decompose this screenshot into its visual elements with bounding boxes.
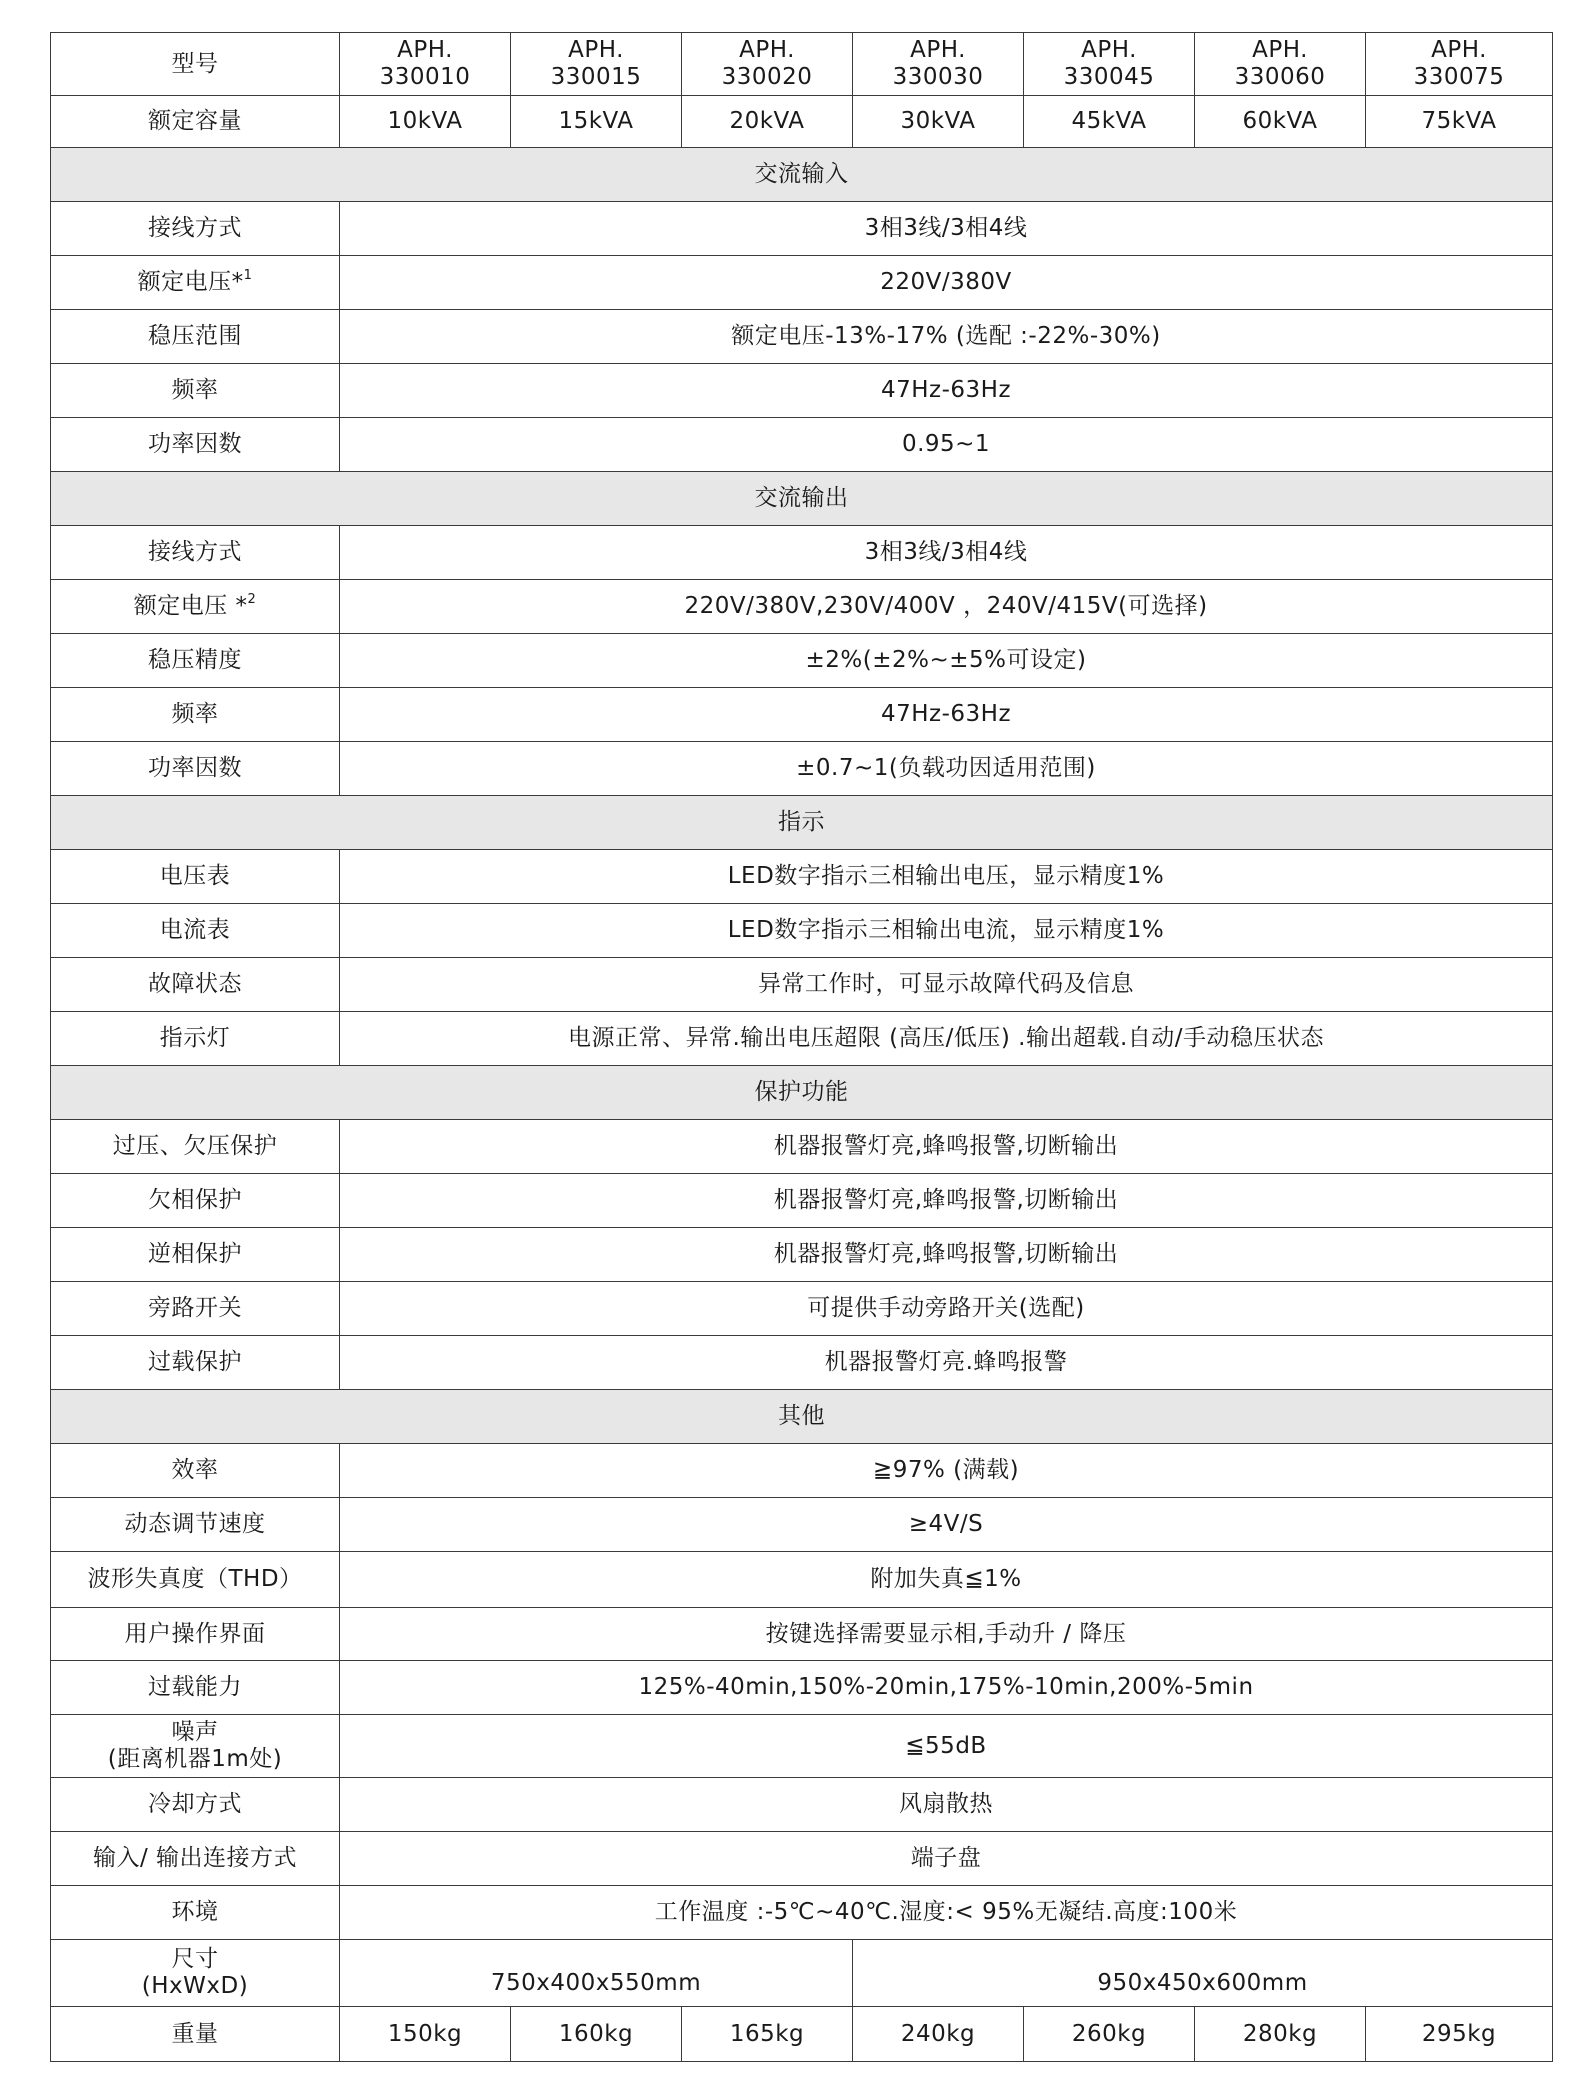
row-label: 输入/ 输出连接方式 bbox=[51, 1832, 340, 1886]
row-value: 按键选择需要显示相,手动升 / 降压 bbox=[340, 1608, 1553, 1661]
row-label: 电流表 bbox=[51, 904, 340, 958]
row-label-line: 尺寸 bbox=[171, 1946, 219, 1972]
row-value: 可提供手动旁路开关(选配) bbox=[340, 1282, 1553, 1336]
row-label-text: 额定电压* bbox=[137, 269, 244, 295]
row-value: 220V/380V bbox=[340, 256, 1553, 310]
model-prefix: APH. bbox=[397, 37, 453, 63]
model-number: 330015 bbox=[550, 64, 642, 90]
model-cell bbox=[1024, 33, 1195, 96]
row-value: ≦55dB bbox=[340, 1715, 1553, 1778]
spec-row bbox=[51, 1498, 1553, 1552]
section-ac-input bbox=[51, 148, 1553, 202]
spec-table bbox=[50, 32, 1553, 2062]
capacity-cell: 45kVA bbox=[1024, 96, 1195, 148]
model-prefix: APH. bbox=[910, 37, 966, 63]
spec-row bbox=[51, 526, 1553, 580]
row-label: 重量 bbox=[51, 2007, 340, 2062]
spec-row bbox=[51, 742, 1553, 796]
row-label: 冷却方式 bbox=[51, 1778, 340, 1832]
spec-row bbox=[51, 904, 1553, 958]
row-label: 环境 bbox=[51, 1886, 340, 1940]
row-value: 端子盘 bbox=[340, 1832, 1553, 1886]
weight-cell: 240kg bbox=[853, 2007, 1024, 2062]
row-value: 47Hz-63Hz bbox=[340, 688, 1553, 742]
row-value: LED数字指示三相输出电流，显示精度1% bbox=[340, 904, 1553, 958]
row-value: LED数字指示三相输出电压，显示精度1% bbox=[340, 850, 1553, 904]
section-indication bbox=[51, 796, 1553, 850]
capacity-cell: 15kVA bbox=[511, 96, 682, 148]
model-cell bbox=[1195, 33, 1366, 96]
spec-row bbox=[51, 310, 1553, 364]
row-label: 频率 bbox=[51, 688, 340, 742]
row-value: 额定电压-13%-17% (选配 :-22%-30%) bbox=[340, 310, 1553, 364]
row-label: 频率 bbox=[51, 364, 340, 418]
row-value: ±2%(±2%~±5%可设定) bbox=[340, 634, 1553, 688]
row-label: 过压、欠压保护 bbox=[51, 1120, 340, 1174]
model-cell bbox=[340, 33, 511, 96]
spec-row bbox=[51, 1282, 1553, 1336]
row-label: 过载保护 bbox=[51, 1336, 340, 1390]
spec-row bbox=[51, 1336, 1553, 1390]
weight-cell: 260kg bbox=[1024, 2007, 1195, 2062]
spec-row bbox=[51, 1715, 1553, 1778]
spec-row bbox=[51, 1886, 1553, 1940]
spec-row bbox=[51, 1608, 1553, 1661]
row-label: 动态调节速度 bbox=[51, 1498, 340, 1552]
model-row bbox=[51, 33, 1553, 96]
weight-cell: 150kg bbox=[340, 2007, 511, 2062]
section-protection bbox=[51, 1066, 1553, 1120]
model-prefix: APH. bbox=[739, 37, 795, 63]
capacity-cell: 60kVA bbox=[1195, 96, 1366, 148]
spec-row bbox=[51, 634, 1553, 688]
row-label bbox=[51, 256, 340, 310]
capacity-label: 额定容量 bbox=[51, 96, 340, 148]
row-value: 0.95~1 bbox=[340, 418, 1553, 472]
row-value: ≥4V/S bbox=[340, 1498, 1553, 1552]
model-number: 330060 bbox=[1234, 64, 1326, 90]
row-value: 机器报警灯亮,蜂鸣报警,切断输出 bbox=[340, 1228, 1553, 1282]
spec-row bbox=[51, 1832, 1553, 1886]
spec-row bbox=[51, 1444, 1553, 1498]
model-number: 330020 bbox=[721, 64, 813, 90]
spec-row bbox=[51, 202, 1553, 256]
model-number: 330010 bbox=[379, 64, 471, 90]
model-cell bbox=[511, 33, 682, 96]
model-number: 330075 bbox=[1413, 64, 1505, 90]
section-other bbox=[51, 1390, 1553, 1444]
row-label: 波形失真度（THD） bbox=[51, 1552, 340, 1608]
spec-row bbox=[51, 364, 1553, 418]
spec-row bbox=[51, 1120, 1553, 1174]
spec-row bbox=[51, 418, 1553, 472]
section-title: 指示 bbox=[51, 796, 1553, 850]
row-label-text: 额定电压 * bbox=[133, 593, 248, 619]
row-label: 电压表 bbox=[51, 850, 340, 904]
row-label: 接线方式 bbox=[51, 526, 340, 580]
row-label: 稳压范围 bbox=[51, 310, 340, 364]
model-number: 330045 bbox=[1063, 64, 1155, 90]
row-label: 用户操作界面 bbox=[51, 1608, 340, 1661]
model-prefix: APH. bbox=[1081, 37, 1137, 63]
row-label: 功率因数 bbox=[51, 418, 340, 472]
size-small-value: 750x400x550mm bbox=[340, 1940, 853, 2007]
spec-row bbox=[51, 1940, 1553, 2007]
model-cell bbox=[853, 33, 1024, 96]
row-value: 47Hz-63Hz bbox=[340, 364, 1553, 418]
weight-cell: 280kg bbox=[1195, 2007, 1366, 2062]
capacity-cell: 10kVA bbox=[340, 96, 511, 148]
spec-row bbox=[51, 256, 1553, 310]
row-value: 异常工作时，可显示故障代码及信息 bbox=[340, 958, 1553, 1012]
section-ac-output bbox=[51, 472, 1553, 526]
row-value: 电源正常、异常.输出电压超限 (高压/低压) .输出超载.自动/手动稳压状态 bbox=[340, 1012, 1553, 1066]
row-label bbox=[51, 580, 340, 634]
row-value: 3相3线/3相4线 bbox=[340, 526, 1553, 580]
row-value: ≧97% (满载) bbox=[340, 1444, 1553, 1498]
model-prefix: APH. bbox=[1252, 37, 1308, 63]
model-prefix: APH. bbox=[1431, 37, 1487, 63]
row-label: 过载能力 bbox=[51, 1661, 340, 1715]
model-prefix: APH. bbox=[568, 37, 624, 63]
row-label: 故障状态 bbox=[51, 958, 340, 1012]
capacity-cell: 20kVA bbox=[682, 96, 853, 148]
spec-row bbox=[51, 1552, 1553, 1608]
spec-row bbox=[51, 1661, 1553, 1715]
weight-row bbox=[51, 2007, 1553, 2062]
row-value: 机器报警灯亮,蜂鸣报警,切断输出 bbox=[340, 1120, 1553, 1174]
row-value: 风扇散热 bbox=[340, 1778, 1553, 1832]
footnote-marker: 1 bbox=[243, 268, 253, 283]
row-value: 工作温度 :-5℃~40℃.湿度:< 95%无凝结.高度:100米 bbox=[340, 1886, 1553, 1940]
row-value: ±0.7~1(负载功因适用范围) bbox=[340, 742, 1553, 796]
row-label: 接线方式 bbox=[51, 202, 340, 256]
row-value: 125%-40min,150%-20min,175%-10min,200%-5min bbox=[340, 1661, 1553, 1715]
spec-row bbox=[51, 1174, 1553, 1228]
weight-cell: 295kg bbox=[1366, 2007, 1553, 2062]
row-label: 指示灯 bbox=[51, 1012, 340, 1066]
model-label: 型号 bbox=[51, 33, 340, 96]
section-title: 交流输入 bbox=[51, 148, 1553, 202]
row-label-line: (HxWxD) bbox=[141, 1973, 249, 1999]
spec-row bbox=[51, 580, 1553, 634]
weight-cell: 165kg bbox=[682, 2007, 853, 2062]
row-value: 附加失真≦1% bbox=[340, 1552, 1553, 1608]
row-value: 3相3线/3相4线 bbox=[340, 202, 1553, 256]
row-value: 机器报警灯亮,蜂鸣报警,切断输出 bbox=[340, 1174, 1553, 1228]
spec-row bbox=[51, 850, 1553, 904]
spec-row bbox=[51, 958, 1553, 1012]
row-label: 效率 bbox=[51, 1444, 340, 1498]
row-value: 220V/380V,230V/400V ，240V/415V(可选择) bbox=[340, 580, 1553, 634]
model-cell bbox=[1366, 33, 1553, 96]
row-label-line: (距离机器1m处) bbox=[107, 1746, 283, 1772]
row-label: 逆相保护 bbox=[51, 1228, 340, 1282]
model-cell bbox=[682, 33, 853, 96]
section-title: 保护功能 bbox=[51, 1066, 1553, 1120]
row-label-line: 噪声 bbox=[171, 1719, 219, 1745]
spec-row bbox=[51, 1778, 1553, 1832]
capacity-cell: 30kVA bbox=[853, 96, 1024, 148]
row-label: 功率因数 bbox=[51, 742, 340, 796]
capacity-row bbox=[51, 96, 1553, 148]
row-label: 旁路开关 bbox=[51, 1282, 340, 1336]
spec-row bbox=[51, 1012, 1553, 1066]
row-label bbox=[51, 1940, 340, 2007]
row-label: 稳压精度 bbox=[51, 634, 340, 688]
spec-row bbox=[51, 1228, 1553, 1282]
spec-row bbox=[51, 688, 1553, 742]
size-large-value: 950x450x600mm bbox=[853, 1940, 1553, 2007]
row-value: 机器报警灯亮.蜂鸣报警 bbox=[340, 1336, 1553, 1390]
capacity-cell: 75kVA bbox=[1366, 96, 1553, 148]
model-number: 330030 bbox=[892, 64, 984, 90]
weight-cell: 160kg bbox=[511, 2007, 682, 2062]
footnote-marker: 2 bbox=[247, 592, 257, 607]
section-title: 交流输出 bbox=[51, 472, 1553, 526]
section-title: 其他 bbox=[51, 1390, 1553, 1444]
row-label bbox=[51, 1715, 340, 1778]
row-label: 欠相保护 bbox=[51, 1174, 340, 1228]
